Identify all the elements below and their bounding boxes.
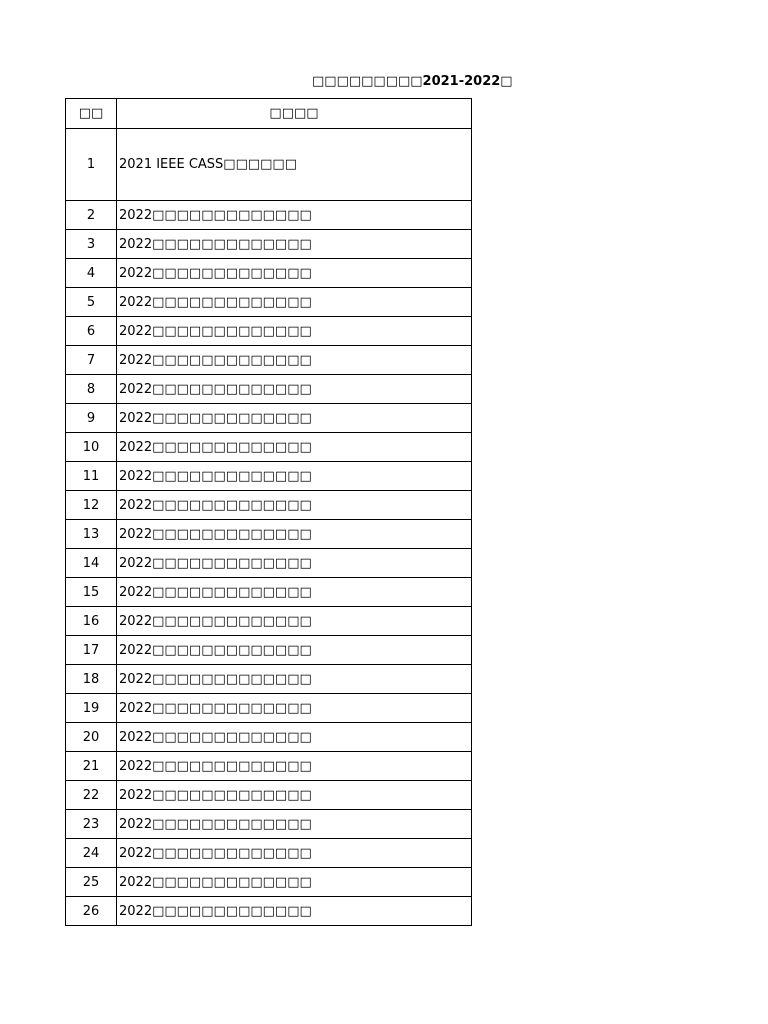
row-number-cell: 7 [66,346,117,375]
row-name-cell: 2022□□□□□□□□□□□□□ [117,578,472,607]
table-row [66,317,472,346]
table-row [66,781,472,810]
row-name-cell: 2022□□□□□□□□□□□□□ [117,259,472,288]
row-number-cell: 9 [66,404,117,433]
row-number-cell: 1 [66,129,117,201]
row-number-cell: 4 [66,259,117,288]
row-number-cell: 25 [66,868,117,897]
row-number-cell: 3 [66,230,117,259]
table-row [66,723,472,752]
column-header-number: □□ [66,99,117,129]
table-row [66,810,472,839]
row-number-cell: 19 [66,694,117,723]
row-name-cell: 2022□□□□□□□□□□□□□ [117,752,472,781]
row-number-cell: 14 [66,549,117,578]
row-name-cell: 2022□□□□□□□□□□□□□ [117,781,472,810]
row-name-cell: 2022□□□□□□□□□□□□□ [117,897,472,926]
row-number-cell: 26 [66,897,117,926]
row-number-cell: 24 [66,839,117,868]
row-name-cell: 2022□□□□□□□□□□□□□ [117,723,472,752]
table-body [66,129,472,926]
table-row [66,288,472,317]
row-name-cell: 2022□□□□□□□□□□□□□ [117,462,472,491]
table-row [66,230,472,259]
table-row [66,375,472,404]
row-number-cell: 16 [66,607,117,636]
row-name-cell: 2022□□□□□□□□□□□□□ [117,520,472,549]
row-name-cell: 2022□□□□□□□□□□□□□ [117,491,472,520]
row-number-cell: 12 [66,491,117,520]
table-row [66,549,472,578]
table-row [66,607,472,636]
row-name-cell: 2022□□□□□□□□□□□□□ [117,665,472,694]
table-header-row [66,99,472,129]
row-number-cell: 15 [66,578,117,607]
table-row [66,752,472,781]
table-row [66,346,472,375]
row-name-cell: 2022□□□□□□□□□□□□□ [117,230,472,259]
table-row [66,839,472,868]
row-name-cell: 2022□□□□□□□□□□□□□ [117,839,472,868]
row-name-cell: 2022□□□□□□□□□□□□□ [117,288,472,317]
row-name-cell: 2022□□□□□□□□□□□□□ [117,375,472,404]
row-name-cell: 2022□□□□□□□□□□□□□ [117,607,472,636]
table-row [66,433,472,462]
row-name-cell: 2022□□□□□□□□□□□□□ [117,433,472,462]
page-title: □□□□□□□□□2021-2022□ [312,74,513,89]
row-name-cell: 2022□□□□□□□□□□□□□ [117,694,472,723]
row-number-cell: 23 [66,810,117,839]
row-number-cell: 2 [66,201,117,230]
table-row [66,694,472,723]
award-table [65,98,472,926]
row-name-cell: 2022□□□□□□□□□□□□□ [117,317,472,346]
table-row [66,201,472,230]
row-name-cell: 2022□□□□□□□□□□□□□ [117,404,472,433]
row-name-cell: 2022□□□□□□□□□□□□□ [117,636,472,665]
table-row [66,868,472,897]
table-row [66,462,472,491]
table-row [66,665,472,694]
row-number-cell: 13 [66,520,117,549]
row-name-cell: 2022□□□□□□□□□□□□□ [117,346,472,375]
column-header-name: □□□□ [117,99,472,129]
table-row [66,578,472,607]
row-name-cell: 2022□□□□□□□□□□□□□ [117,549,472,578]
table-row [66,491,472,520]
row-number-cell: 21 [66,752,117,781]
row-number-cell: 18 [66,665,117,694]
table-row [66,129,472,201]
table-row [66,404,472,433]
row-name-cell: 2022□□□□□□□□□□□□□ [117,810,472,839]
table-row [66,259,472,288]
row-number-cell: 22 [66,781,117,810]
row-number-cell: 10 [66,433,117,462]
row-name-cell: 2022□□□□□□□□□□□□□ [117,201,472,230]
row-number-cell: 6 [66,317,117,346]
row-number-cell: 17 [66,636,117,665]
table-row [66,897,472,926]
row-number-cell: 11 [66,462,117,491]
table-row [66,520,472,549]
row-name-cell: 2022□□□□□□□□□□□□□ [117,868,472,897]
row-name-cell: 2021 IEEE CASS□□□□□□ [117,129,472,201]
table-row [66,636,472,665]
row-number-cell: 5 [66,288,117,317]
row-number-cell: 8 [66,375,117,404]
row-number-cell: 20 [66,723,117,752]
